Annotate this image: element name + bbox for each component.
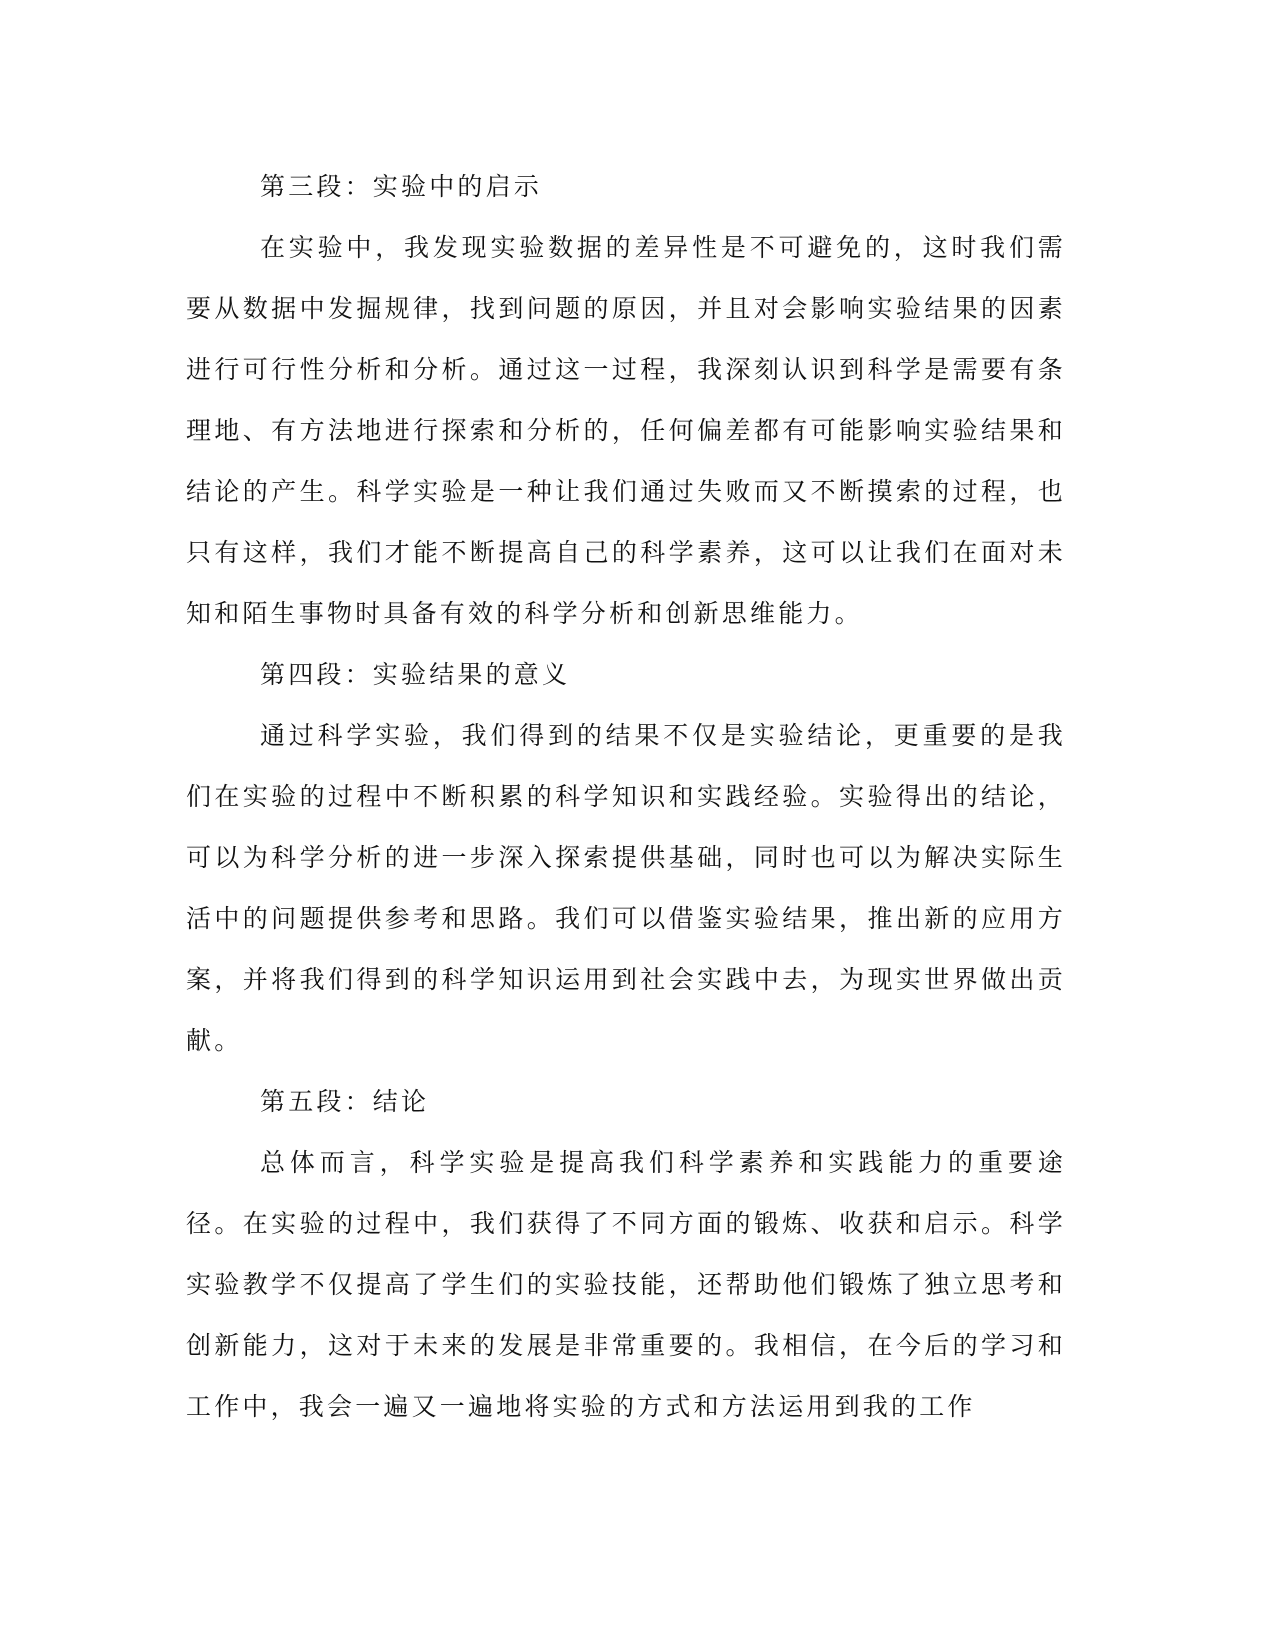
section-3-paragraph: 在实验中，我发现实验数据的差异性是不可避免的，这时我们需要从数据中发掘规律，找到问题的原因，并且对会影响实验结果的因素进行可行性分析和分析。通过这一过程，我深刻认识到科学是需要有条理地、有方法地进行探索和分析的，任何偏差都有可能影响实验结果和结论的产生。科学实验是一种让我们通过失败而又不断摸索的过程，也只有这样，我们才能不断提高自己的科学素养，这可以让我们在面对未知和陌生事物时具备有效的科学分析和创新思维能力。 [186,233,1066,628]
section-5-paragraph: 总体而言，科学实验是提高我们科学素养和实践能力的重要途径。在实验的过程中，我们获得了不同方面的锻炼、收获和启示。科学实验教学不仅提高了学生们的实验技能，还帮助他们锻炼了独立思考和创新能力，这对于未来的发展是非常重要的。我相信，在今后的学习和工作中，我会一遍又一遍地将实验的方式和方法运用到我的工作 [186,1148,1066,1421]
section-3-heading: 第三段：实验中的启示 [260,172,543,201]
section-4-paragraph: 通过科学实验，我们得到的结果不仅是实验结论，更重要的是我们在实验的过程中不断积累的科学知识和实践经验。实验得出的结论，可以为科学分析的进一步深入探索提供基础，同时也可以为解决实际生活中的问题提供参考和思路。我们可以借鉴实验结果，推出新的应用方案，并将我们得到的科学知识运用到社会实践中去，为现实世界做出贡献。 [186,721,1066,1055]
section-5-heading: 第五段：结论 [260,1087,430,1116]
document-content [186,156,1066,1437]
section-4-heading: 第四段：实验结果的意义 [260,660,571,689]
